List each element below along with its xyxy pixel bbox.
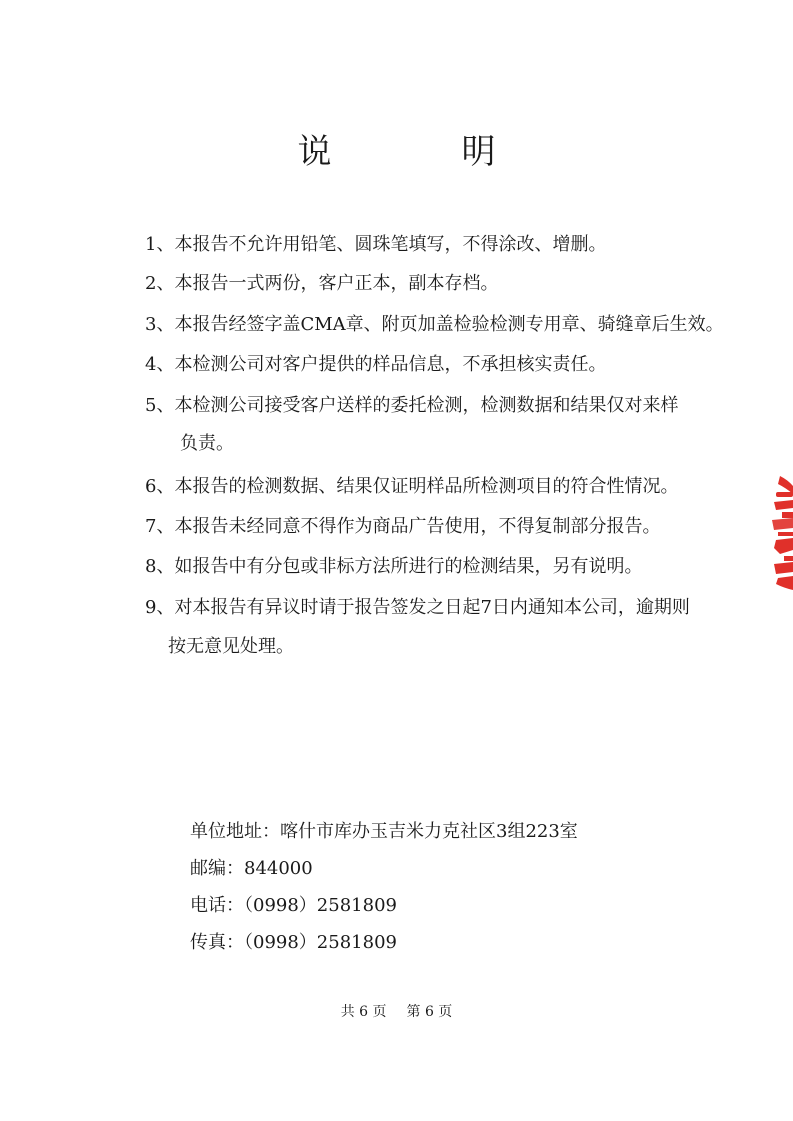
note-item-6: 6、本报告的检测数据、结果仅证明样品所检测项目的符合性情况。 (145, 476, 679, 497)
note-item-9: 9、对本报告有异议时请于报告签发之日起7日内通知本公司，逾期则 (145, 597, 690, 618)
fax-number: 传真：（0998）2581809 (190, 932, 397, 953)
note-item-8: 8、如报告中有分包或非标方法所进行的检测结果，另有说明。 (145, 556, 643, 577)
note-item-4: 4、本检测公司对客户提供的样品信息，不承担核实责任。 (145, 354, 607, 375)
seam-seal-fragment (762, 470, 793, 598)
phone-number: 电话：（0998）2581809 (190, 895, 397, 916)
note-item-1: 1、本报告不允许用铅笔、圆珠笔填写，不得涂改、增删。 (145, 234, 607, 255)
note-item-9-continued: 按无意见处理。 (168, 636, 294, 657)
page-current: 第 6 页 (406, 1004, 453, 1020)
note-item-5-continued: 负责。 (180, 433, 234, 454)
page-total: 共 6 页 (340, 1004, 387, 1020)
note-item-5: 5、本检测公司接受客户送样的委托检测，检测数据和结果仅对来样 (145, 395, 679, 416)
company-address: 单位地址：喀什市库办玉吉米力克社区3组223室 (190, 821, 578, 842)
note-item-7: 7、本报告未经同意不得作为商品广告使用，不得复制部分报告。 (145, 516, 661, 537)
note-item-3: 3、本报告经签字盖CMA章、附页加盖检验检测专用章、骑缝章后生效。 (145, 314, 724, 335)
page-footer (0, 1002, 793, 1022)
page-title: 说 明 (297, 132, 544, 172)
note-item-2: 2、本报告一式两份，客户正本，副本存档。 (145, 273, 499, 294)
postcode: 邮编：844000 (190, 858, 313, 879)
